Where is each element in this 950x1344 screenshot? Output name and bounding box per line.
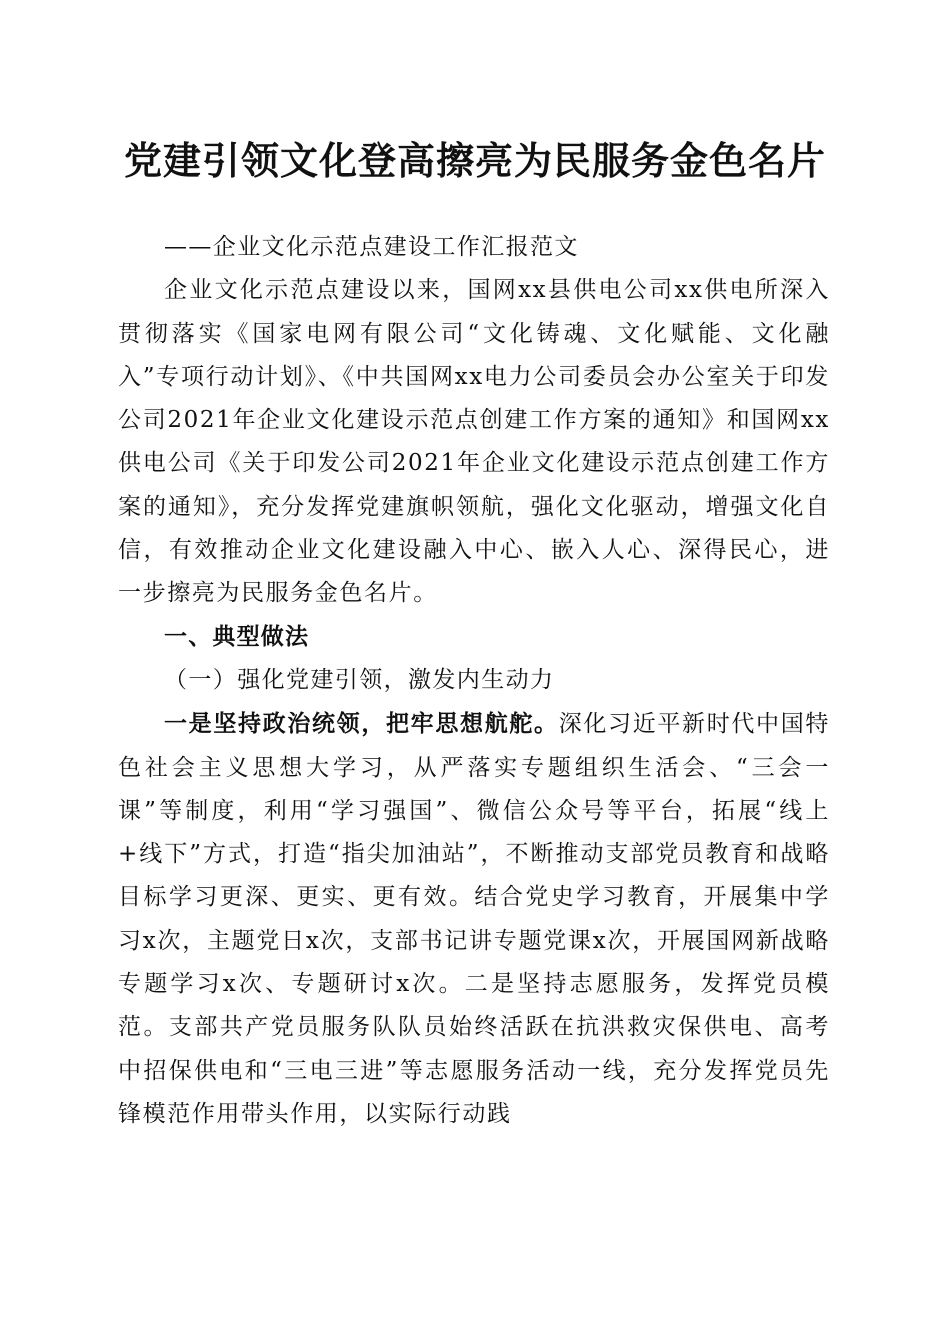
- document-subtitle: ——企业文化示范点建设工作汇报范文: [164, 234, 579, 260]
- paragraph-2-body: 深化习近平新时代中国特色社会主义思想大学习，从严落实专题组织生活会、“三会一课”等制度，利用“学习强国”、微信公众号等平台，拓展“线上+线下”方式，打造“指尖加油站”，不断推动支部党员教育和战略目标学习更深、更实、更有效。结合党史学习教育，开展集中学习x次，主题党日x次，支部书记讲专题党课x次，开展国网新战略专题学习x次、专题研讨x次。二是坚持志愿服务，发挥党员模范。支部共产党员服务队队员始终活跃在抗洪救灾保供电、高考中招保供电和“三电三进”等志愿服务活动一线，充分发挥党员先锋模范作用带头作用，以实际行动践: [118, 711, 830, 1127]
- document-body: [118, 226, 830, 1136]
- document-title: 党建引领文化登高擦亮为民服务金色名片: [123, 138, 826, 183]
- subsection-heading: （一）强化党建引领，激发内生动力: [164, 666, 555, 693]
- section-heading: 一、典型做法: [164, 623, 310, 650]
- intro-paragraph: 企业文化示范点建设以来，国网xx县供电公司xx供电所深入贯彻落实《国家电网有限公司“文化铸魂、文化赋能、文化融入”专项行动计划》、《中共国网xx电力公司委员会办公室关于印发公司2021年企业文化建设示范点创建工作方案的通知》和国网xx供电公司《关于印发公司2021年企业文化建设示范点创建工作方案的通知》，充分发挥党建旗帜领航，强化文化驱动，增强文化自信，有效推动企业文化建设融入中心、嵌入人心、深得民心，进一步擦亮为民服务金色名片。: [118, 277, 830, 607]
- paragraph-2-lead: 一是坚持政治统领，把牢思想航舵。: [164, 710, 559, 738]
- paragraph-2: [118, 702, 830, 1136]
